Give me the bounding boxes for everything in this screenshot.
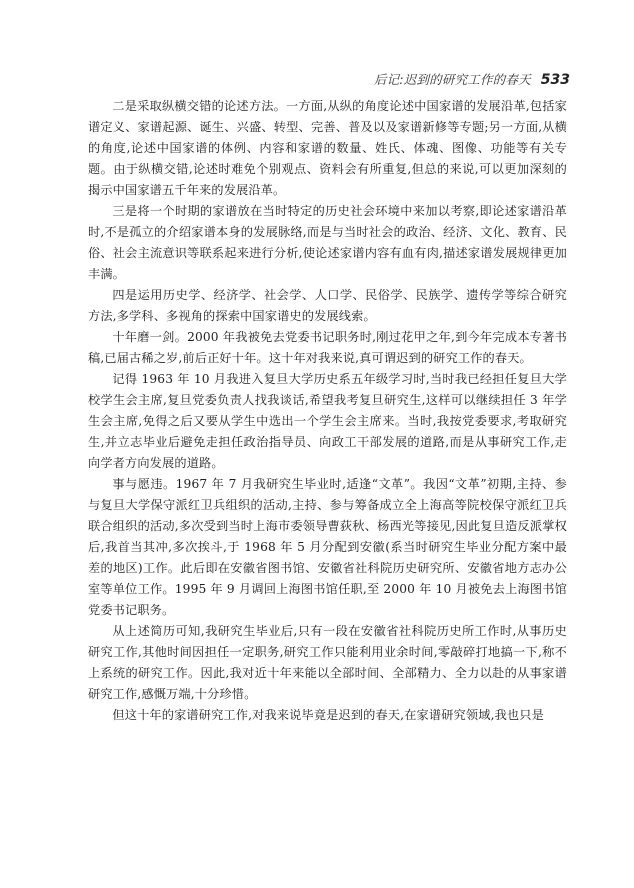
paragraph: 四是运用历史学、经济学、社会学、人口学、民俗学、民族学、遗传学等综合研究方法,多学科、多视角的探索中国家谱史的发展线索。 bbox=[88, 288, 567, 323]
page-number: 533 bbox=[540, 72, 570, 88]
running-head bbox=[374, 70, 570, 88]
paragraph: 但这十年的家谱研究工作,对我来说毕竟是迟到的春天,在家谱研究领域,我也只是 bbox=[112, 708, 544, 722]
paragraph: 二是采取纵横交错的论述方法。一方面,从纵的角度论述中国家谱的发展沿革,包括家谱定义、家谱起源、诞生、兴盛、转型、完善、普及以及家谱新修等专题;另一方面,从横的角度,论述中国家谱的体例、内容和家谱的数量、姓氏、体魂、图像、功能等有关专题。由于纵横交错,论述时难免个别观点、资料会有所重复,但总的来说,可以更加深刻的揭示中国家谱五千年来的发展沿革。 bbox=[88, 99, 567, 197]
paragraph: 从上述简历可知,我研究生毕业后,只有一段在安徽省社科院历史所工作时,从事历史研究工作,其他时间因担任一定职务,研究工作只能利用业余时间,零敲碎打地搞一下,称不上系统的研究工作。因此,我对近十年来能以全部时间、全部精力、全力以赴的从事家谱研究工作,感慨万端,十分珍惜。 bbox=[88, 624, 567, 701]
paragraph: 十年磨一剑。2000 年我被免去党委书记职务时,刚过花甲之年,到今年完成本专著书稿,已届古稀之岁,前后正好十年。这十年对我来说,真可谓迟到的研究工作的春天。 bbox=[88, 330, 567, 365]
running-head-title: 后记:迟到的研究工作的春天 bbox=[373, 72, 531, 87]
paragraph: 事与愿违。1967 年 7 月我研究生毕业时,适逢“文革”。我因“文革”初期,主持、参与复旦大学保守派红卫兵组织的活动,主持、参与筹备成立全上海高等院校保守派红卫兵联合组织的活动,多次受到当时上海市委领导曹荻秋、杨西光等接见,因此复旦造反派掌权后,我首当其冲,多次挨斗,于 1968 年 5 月分配到安徽(系当时研究生毕业分配方案中最差的地区)工作。此后即在安徽省图书馆、安徽省社科院历史研究所、安徽省地方志办公室等单位工作。1995 年 9 月调回上海图书馆任职,至 2000 年 10 月被免去上海图书馆党委书记职务。 bbox=[88, 477, 567, 617]
paragraph: 记得 1963 年 10 月我进入复旦大学历史系五年级学习时,当时我已经担任复旦大学校学生会主席,复旦党委负责人找我谈话,希望我考复旦研究生,这样可以继续担任 3 年学生会主席,免得之后又要从学生中选出一个学生会主席来。当时,我按党委要求,考取研究生,并立志毕业后避免走担任政治指导员、向政工干部发展的道路,而是从事研究工作,走向学者方向发展的道路。 bbox=[88, 372, 567, 470]
paragraph: 三是将一个时期的家谱放在当时特定的历史社会环境中来加以考察,即论述家谱沿革时,不是孤立的介绍家谱本身的发展脉络,而是与当时社会的政治、经济、文化、教育、民俗、社会主流意识等联系起来进行分析,使论述家谱内容有血有肉,描述家谱发展规律更加丰满。 bbox=[88, 204, 567, 281]
body-text bbox=[88, 96, 567, 726]
